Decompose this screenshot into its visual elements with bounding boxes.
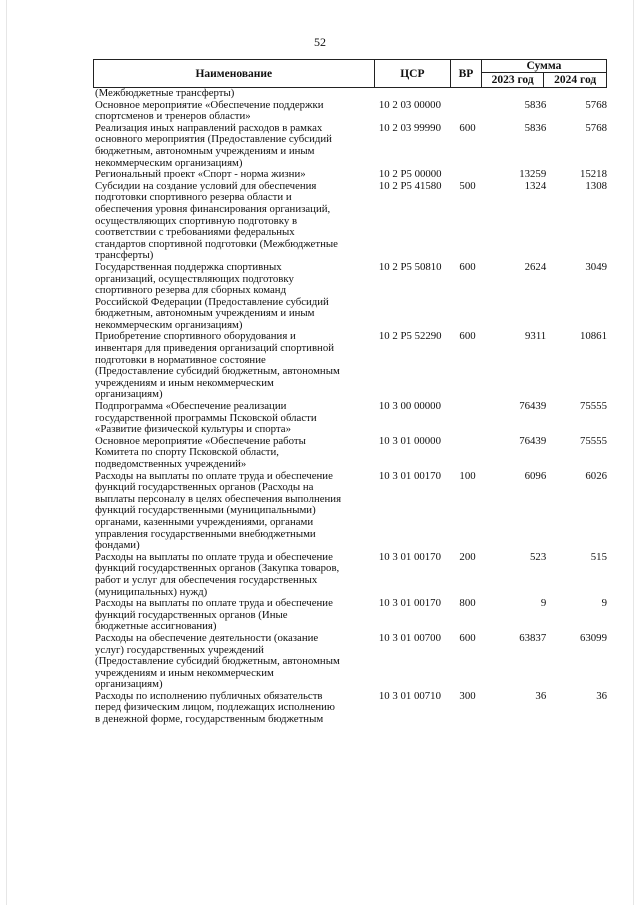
row-vr: 800 bbox=[459, 597, 476, 610]
table-row bbox=[95, 598, 607, 633]
row-sum-2023: 13259 bbox=[519, 168, 547, 181]
page-number: 52 bbox=[314, 35, 326, 49]
row-name-line: (Предоставление субсидий бюджетным, автономным bbox=[95, 365, 340, 378]
row-sum-2023: 76439 bbox=[519, 400, 547, 413]
row-name-line: в денежной форме, государственным бюджетным bbox=[95, 713, 324, 726]
row-sum-2024: 515 bbox=[590, 550, 607, 563]
table-row bbox=[95, 169, 607, 181]
row-name bbox=[95, 88, 377, 100]
header-sum: Сумма bbox=[481, 60, 606, 73]
header-year-2023: 2023 год bbox=[481, 73, 544, 88]
row-csr: 10 2 P5 50810 bbox=[378, 260, 442, 273]
row-sum-2023 bbox=[482, 88, 546, 100]
row-sum-2024: 1308 bbox=[585, 179, 607, 192]
row-sum-2024: 10861 bbox=[579, 330, 607, 343]
row-name-line: (муниципальных) нужд) bbox=[95, 585, 208, 598]
row-name-line: работ и услуг для обеспечения государственных bbox=[95, 573, 318, 586]
page-edge-line bbox=[6, 0, 7, 905]
row-sum-2024: 6026 bbox=[585, 469, 607, 482]
row-name bbox=[95, 471, 377, 552]
row-name-line: бюджетные ассигнования) bbox=[95, 620, 217, 633]
row-name-line: подведомственных учреждений» bbox=[95, 458, 247, 470]
row-name-line: спортивного резерва для сборных команд bbox=[95, 284, 287, 297]
row-name-line: подготовки в нормативное состояние bbox=[95, 353, 266, 366]
row-sum-2023: 76439 bbox=[519, 434, 547, 447]
row-name-line: государственной программы Псковской области bbox=[95, 411, 317, 424]
row-name-line: Расходы на выплаты по оплате труда и обеспечение bbox=[95, 469, 333, 482]
row-name-line: стандартов спортивной подготовки (Межбюджетные bbox=[95, 237, 338, 250]
table-row bbox=[95, 691, 607, 726]
row-name bbox=[95, 633, 377, 691]
row-name-line: Субсидии на создание условий для обеспечения bbox=[95, 179, 317, 192]
row-name-line: бюджетным, автономным учреждениям и иным bbox=[95, 144, 315, 157]
table-row bbox=[95, 88, 607, 100]
row-name-line: Государственная поддержка спортивных bbox=[95, 260, 282, 273]
header-name: Наименование bbox=[94, 60, 375, 88]
row-name-line: Российской Федерации (Предоставление субсидий bbox=[95, 295, 329, 308]
row-name-line: организаций, осуществляющих подготовку bbox=[95, 272, 294, 285]
row-name-line: функций государственных органов (Иные bbox=[95, 608, 288, 621]
budget-table-body bbox=[95, 88, 607, 726]
row-name-line: Расходы на обеспечение деятельности (оказание bbox=[95, 631, 319, 644]
row-vr: 600 bbox=[459, 330, 476, 343]
row-name bbox=[95, 100, 377, 123]
row-sum-2024: 5768 bbox=[585, 98, 607, 111]
row-name-line: услуг) государственных учреждений bbox=[95, 643, 264, 656]
row-csr: 10 2 03 00000 bbox=[378, 98, 441, 111]
row-name-line: подготовки спортивного резерва области и bbox=[95, 191, 292, 204]
row-name bbox=[95, 552, 377, 598]
row-name-line: основного мероприятия (Предоставление субсидий bbox=[95, 133, 332, 146]
row-name bbox=[95, 691, 377, 726]
page-edge-line bbox=[633, 0, 634, 905]
table-row bbox=[95, 471, 607, 552]
row-name-line: инвентаря для приведения организаций спортивной bbox=[95, 342, 334, 355]
row-name-line: органами, казенными учреждениями, органами bbox=[95, 515, 314, 528]
row-name-line: Региональный проект «Спорт - норма жизни» bbox=[95, 168, 306, 181]
table-row bbox=[95, 262, 607, 332]
row-csr: 10 3 01 00170 bbox=[378, 469, 441, 482]
row-name-line: перед физическим лицом, подлежащих исполнению bbox=[95, 701, 335, 714]
row-csr: 10 3 00 00000 bbox=[378, 400, 441, 413]
row-name-line: Расходы на выплаты по оплате труда и обеспечение bbox=[95, 597, 333, 610]
table-row bbox=[95, 436, 607, 471]
row-sum-2023: 5836 bbox=[524, 121, 547, 134]
row-name-line: осуществляющих спортивную подготовку в bbox=[95, 214, 298, 227]
row-sum-2024: 5768 bbox=[585, 121, 607, 134]
row-sum-2023: 9 bbox=[540, 597, 547, 610]
row-name-line: функций государственных органов (Закупка товаров, bbox=[95, 562, 340, 575]
table-header bbox=[93, 59, 607, 88]
row-sum-2023: 2624 bbox=[524, 260, 547, 273]
row-vr: 600 bbox=[459, 260, 476, 273]
row-name-line: соответствии с требованиями федеральных bbox=[95, 226, 295, 239]
row-sum-2024: 75555 bbox=[579, 434, 607, 447]
row-name bbox=[95, 123, 377, 169]
row-vr bbox=[453, 436, 483, 471]
row-name-line: Реализация иных направлений расходов в рамках bbox=[95, 121, 323, 134]
row-sum-2023: 36 bbox=[535, 689, 547, 702]
header-csr: ЦСР bbox=[374, 60, 450, 88]
row-vr: 500 bbox=[459, 179, 476, 192]
row-vr bbox=[453, 100, 483, 123]
row-vr bbox=[453, 401, 483, 436]
row-sum-2023: 63837 bbox=[519, 631, 547, 644]
row-name-line: организациям) bbox=[95, 388, 163, 401]
row-name bbox=[95, 262, 377, 332]
row-name-line: учреждениям и иным некоммерческим bbox=[95, 376, 274, 389]
table-row bbox=[95, 181, 607, 262]
row-name bbox=[95, 436, 377, 471]
row-vr: 100 bbox=[459, 469, 476, 482]
table-row bbox=[95, 331, 607, 401]
row-csr: 10 3 01 00700 bbox=[378, 631, 441, 644]
row-sum-2023: 6096 bbox=[524, 469, 547, 482]
row-name-line: Расходы на выплаты по оплате труда и обеспечение bbox=[95, 550, 333, 563]
row-csr: 10 3 01 00000 bbox=[378, 434, 441, 447]
row-sum-2024 bbox=[546, 88, 607, 100]
row-sum-2024: 9 bbox=[601, 597, 607, 610]
table-row bbox=[95, 100, 607, 123]
row-sum-2024: 36 bbox=[596, 689, 607, 702]
row-name-line: учреждениям и иным некоммерческим bbox=[95, 666, 274, 679]
row-name-line: фондами) bbox=[95, 539, 140, 552]
row-vr: 600 bbox=[459, 631, 476, 644]
row-vr: 300 bbox=[459, 689, 476, 702]
table-row bbox=[95, 633, 607, 691]
row-vr: 600 bbox=[459, 121, 476, 134]
row-name bbox=[95, 331, 377, 401]
table-row bbox=[95, 552, 607, 598]
row-name-line: функций государственных органов (Расходы на bbox=[95, 481, 314, 494]
row-name-line: (Межбюджетные трансферты) bbox=[95, 87, 235, 99]
row-name bbox=[95, 401, 377, 436]
row-name-line: Основное мероприятие «Обеспечение работы bbox=[95, 434, 306, 447]
row-csr: 10 2 P5 41580 bbox=[378, 179, 442, 192]
row-csr: 10 2 03 99990 bbox=[378, 121, 441, 134]
row-sum-2024: 15218 bbox=[579, 168, 607, 181]
row-sum-2023: 5836 bbox=[524, 98, 547, 111]
row-name-line: Приобретение спортивного оборудования и bbox=[95, 330, 296, 343]
row-name-line: некоммерческим организациям) bbox=[95, 318, 243, 331]
row-name-line: спортсменов и тренеров области» bbox=[95, 110, 251, 123]
row-sum-2023: 1324 bbox=[524, 179, 547, 192]
row-name-line: функций государственными (муниципальными) bbox=[95, 504, 316, 517]
row-name bbox=[95, 598, 377, 633]
row-csr bbox=[377, 88, 453, 100]
row-name bbox=[95, 181, 377, 262]
row-name-line: Комитета по спорту Псковской области, bbox=[95, 446, 279, 459]
table-row bbox=[95, 401, 607, 436]
row-csr: 10 2 P5 52290 bbox=[378, 330, 442, 343]
header-year-2024: 2024 год bbox=[544, 73, 607, 88]
row-vr: 200 bbox=[459, 550, 476, 563]
header-vr: ВР bbox=[451, 60, 482, 88]
row-sum-2023: 523 bbox=[530, 550, 547, 563]
row-sum-2024: 75555 bbox=[579, 400, 607, 413]
row-name-line: «Развитие физической культуры и спорта» bbox=[95, 423, 291, 436]
row-csr: 10 2 P5 00000 bbox=[378, 168, 442, 181]
row-sum-2024: 3049 bbox=[585, 260, 607, 273]
row-name-line: обеспечения уровня финансирования организаций, bbox=[95, 202, 331, 215]
row-name-line: трансферты) bbox=[95, 249, 154, 262]
row-name bbox=[95, 169, 377, 181]
row-name-line: Подпрограмма «Обеспечение реализации bbox=[95, 400, 287, 413]
row-csr: 10 3 01 00710 bbox=[378, 689, 441, 702]
row-vr bbox=[453, 169, 483, 181]
row-csr: 10 3 01 00170 bbox=[378, 597, 441, 610]
table-row bbox=[95, 123, 607, 169]
row-name-line: некоммерческим организациям) bbox=[95, 156, 243, 169]
row-name-line: Основное мероприятие «Обеспечение поддержки bbox=[95, 98, 324, 111]
row-csr: 10 3 01 00170 bbox=[378, 550, 441, 563]
row-name-line: организациям) bbox=[95, 678, 163, 691]
row-name-line: бюджетным, автономным учреждениям и иным bbox=[95, 307, 315, 320]
row-sum-2023: 9311 bbox=[525, 330, 547, 343]
row-name-line: управления государственными внебюджетными bbox=[95, 527, 316, 540]
row-name-line: выплаты персоналу в целях обеспечения выполнения bbox=[95, 492, 342, 505]
row-name-line: Расходы по исполнению публичных обязательств bbox=[95, 689, 323, 702]
row-vr bbox=[453, 88, 483, 100]
row-sum-2024: 63099 bbox=[579, 631, 607, 644]
row-name-line: (Предоставление субсидий бюджетным, автономным bbox=[95, 655, 340, 668]
